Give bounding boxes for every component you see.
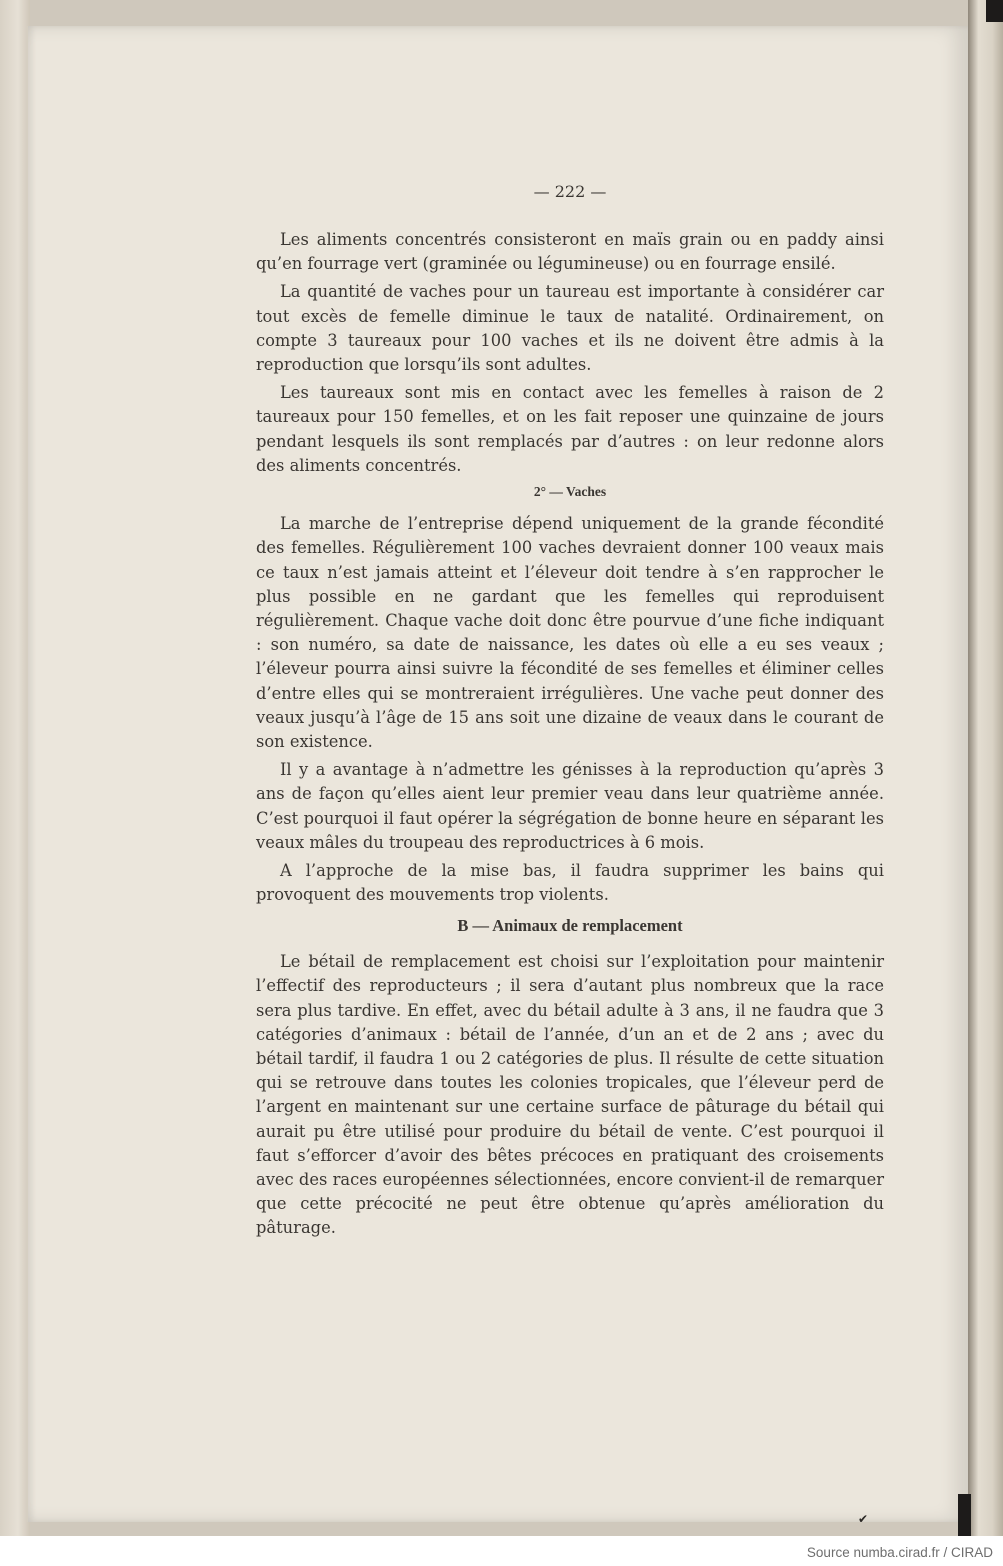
text-block-top — [256, 228, 884, 478]
binding-edge — [968, 0, 1003, 1536]
paragraph: La marche de l’entreprise dépend uniquement de la grande fécondité des femelles. Régulièrement 100 vaches devraient donner 100 veaux mais ce taux n’est jamais atteint et l’éleveur doit tendre à s’en rapprocher le plus possible en ne gardant que les femelles qui reproduisent régulièrement. Chaque vache doit donc être pourvue d’une fiche indiquant : son numéro, sa date de naissance, les dates où elle a eu ses veaux ; l’éleveur pourra ainsi suivre la fécondité de ses femelles et éliminer celles d’entre elles qui se montreraient irrégulières. Une vache peut donner des veaux jusqu’à l’âge de 15 ans soit une dizaine de veaux dans le courant de son existence. — [256, 514, 884, 752]
paragraph: La quantité de vaches pour un taureau est importante à considérer car tout excès de femelle diminue le taux de natalité. Ordinairement, on compte 3 taureaux pour 100 vaches et ils ne doivent être admis à la reproduction que lorsqu’ils sont adultes. — [256, 282, 884, 375]
section-heading-remplacement: B — Animaux de remplacement — [457, 916, 683, 935]
paragraph: A l’approche de la mise bas, il faudra supprimer les bains qui provoquent des mouvements trop violents. — [256, 861, 884, 905]
ribbon-top — [986, 0, 1003, 22]
paragraph: Il y a avantage à n’admettre les génisses à la reproduction qu’après 3 ans de façon qu’elles aient leur premier veau dans leur quatrième année. C’est pourquoi il faut opérer la ségrégation de bonne heure en séparant les veaux mâles du troupeau des reproductrices à 6 mois. — [256, 760, 884, 852]
ribbon-bottom — [958, 1494, 971, 1536]
corner-mark: ✔ — [858, 1512, 869, 1526]
paragraph: Les taureaux sont mis en contact avec les femelles à raison de 2 taureaux pour 150 femelles, et on les fait reposer une quinzaine de jours pendant lesquels ils sont remplacés par d’autres : on leur redonne alors des aliments concentrés. — [256, 383, 884, 475]
page-number: — 222 — — [533, 182, 607, 201]
source-credit: Source numba.cirad.fr / CIRAD — [806, 1545, 993, 1560]
paragraph: Le bétail de remplacement est choisi sur l’exploitation pour maintenir l’effectif des reproducteurs ; il sera d’autant plus nombreux que la race sera plus tardive. En effet, avec du bétail adulte à 3 ans, il ne faudra que 3 catégories d’animaux : bétail de l’année, d’un an et de 2 ans ; avec du bétail tardif, il faudra 1 ou 2 catégories de plus. Il résulte de cette situation qui se retrouve dans toutes les colonies tropicales, que l’éleveur perd de l’argent en maintenant sur une certaine surface de pâturage du bétail qui aurait pu être utilisé pour produire du bétail de vente. C’est pourquoi il faut s’efforcer d’avoir des bêtes précoces en pratiquant des croisements avec des races européennes sélectionnées, encore convient-il de remarquer que cette précocité ne peut être obtenue qu’après amélioration du pâturage. — [256, 952, 884, 1238]
section-remplacement — [256, 914, 884, 1241]
paragraph: Les aliments concentrés consisteront en maïs grain ou en paddy ainsi qu’en fourrage vert (graminée ou légumineuse) ou en fourrage ensilé. — [256, 230, 884, 274]
section-vaches — [256, 480, 884, 907]
section-heading-vaches: 2° — Vaches — [533, 484, 607, 499]
